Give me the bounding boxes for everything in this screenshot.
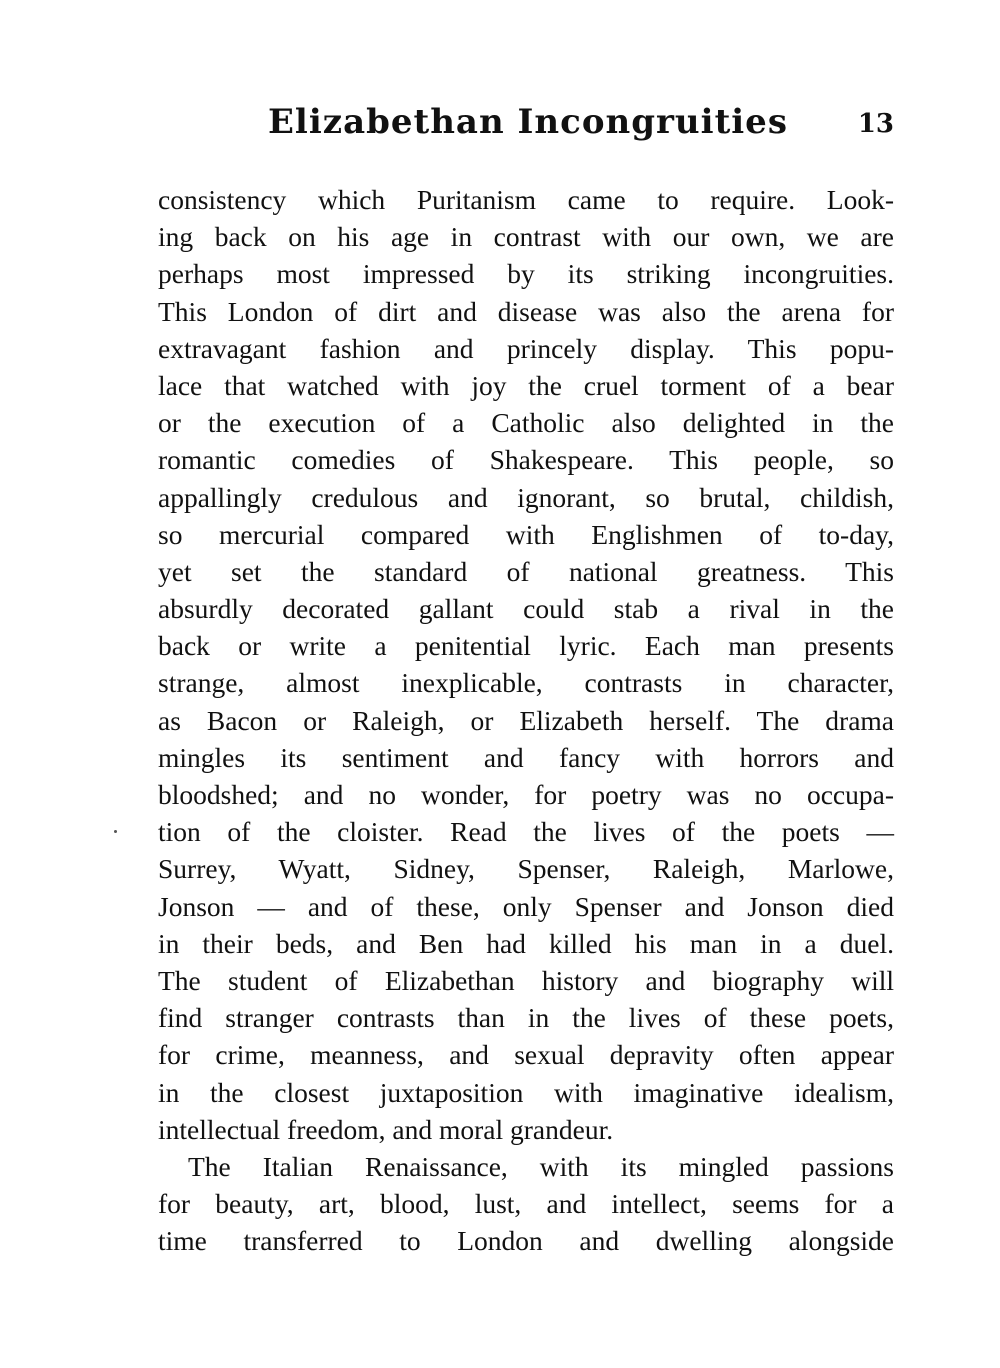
text-line: strange, almost inexplicable, contrasts in character, [158, 667, 894, 699]
text-line: as Bacon or Raleigh, or Elizabeth herself. The drama [158, 704, 894, 736]
text-line: find stranger contrasts than in the lives of these poets, [158, 1002, 894, 1034]
text-line: time transferred to London and dwelling alongside [158, 1225, 894, 1257]
text-line: bloodshed; and no wonder, for poetry was no occupa- [158, 779, 894, 810]
text-line: so mercurial compared with Englishmen of to-day, [158, 518, 894, 550]
text-line: in their beds, and Ben had killed his man in a duel. [158, 927, 894, 959]
text-line: absurdly decorated gallant could stab a rival in the [158, 593, 894, 625]
body-text [158, 181, 894, 1259]
text-line: lace that watched with joy the cruel torment of a bear [158, 369, 894, 401]
page-number: 13 [857, 109, 894, 139]
text-line: for crime, meanness, and sexual depravity often appear [158, 1039, 894, 1071]
text-line: mingles its sentiment and fancy with horrors and [158, 741, 894, 773]
text-line: perhaps most impressed by its striking incongruities. [158, 258, 894, 290]
text-line: Jonson — and of these, only Spenser and Jonson died [158, 890, 894, 922]
running-title: Elizabethan Incongruities [268, 102, 788, 142]
margin-speck [114, 830, 117, 833]
text-line: This London of dirt and disease was also the arena for [158, 295, 894, 327]
text-line: Surrey, Wyatt, Sidney, Spenser, Raleigh, Marlowe, [158, 853, 894, 885]
text-line: in the closest juxtaposition with imaginative idealism, [158, 1076, 894, 1108]
text-line: appallingly credulous and ignorant, so brutal, childish, [158, 481, 894, 513]
text-line: ing back on his age in contrast with our own, we are [158, 221, 894, 253]
text-line: or the execution of a Catholic also delighted in the [158, 407, 894, 439]
text-line: The Italian Renaissance, with its mingled passions [188, 1150, 894, 1182]
text-line: intellectual freedom, and moral grandeur. [158, 1113, 614, 1145]
text-line: tion of the cloister. Read the lives of the poets — [158, 816, 894, 848]
text-line: yet set the standard of national greatness. This [158, 555, 894, 587]
paragraph-1 [158, 181, 894, 1148]
text-line: back or write a penitential lyric. Each man presents [158, 630, 894, 662]
text-line: consistency which Puritanism came to require. Look- [158, 184, 894, 215]
running-head [158, 100, 898, 150]
text-line: for beauty, art, blood, lust, and intellect, seems for a [158, 1188, 894, 1220]
text-line: The student of Elizabethan history and biography will [158, 964, 894, 996]
paragraph-2 [158, 1148, 894, 1260]
text-line: extravagant fashion and princely display. This popu- [158, 332, 894, 364]
text-line: romantic comedies of Shakespeare. This people, so [158, 444, 894, 476]
